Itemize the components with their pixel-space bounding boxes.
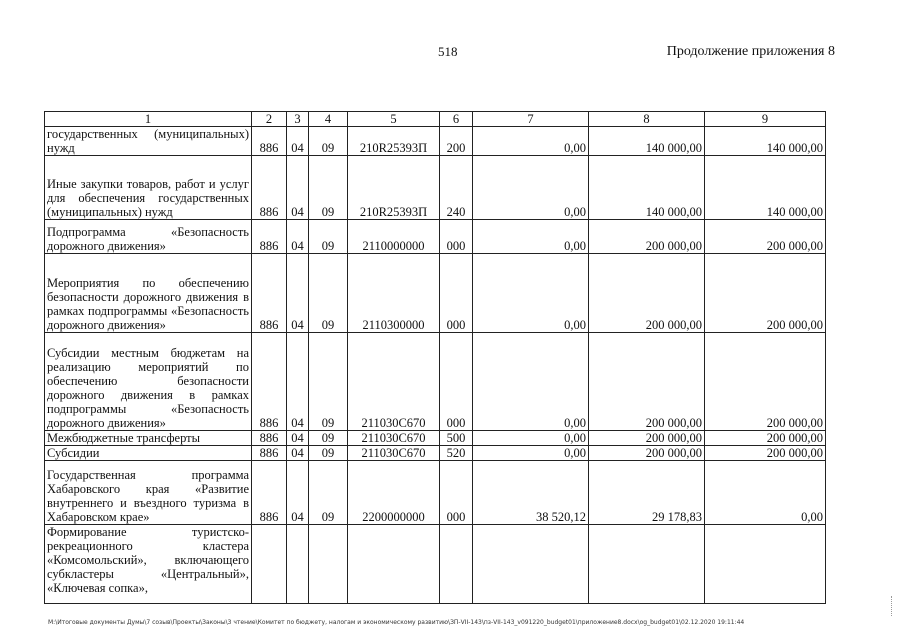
target-article-cell: 210R25393П (348, 127, 440, 156)
target-article-cell: 2200000000 (348, 461, 440, 525)
row-name-cell: Мероприятия по обеспечению безопасности дорожного движения в рамках подпрограммы «Безопасность дорожного движения» (45, 254, 252, 333)
row-name-cell: Государственная программа Хабаровского края «Развитие внутреннего и въездного туризма в Хабаровском крае» (45, 461, 252, 525)
footer-file-path: М:\Итоговые документы Думы\7 созыв\Проекты\Законы\3 чтение\Комитет по бюджету, налогам и экономическому развитию\ЗП-VII-143\пз-VII-143_v091220_budget01\приложение8.docx\og_budget01\02.12.2020 19:11:44 (48, 619, 745, 626)
table-row (45, 333, 826, 431)
section-cell: 04 (287, 220, 309, 254)
amount-cell: 0,00 (473, 254, 589, 333)
continuation-title: Продолжение приложения 8 (666, 44, 835, 59)
amount-cell: 140 000,00 (705, 127, 826, 156)
column-header: 7 (473, 112, 589, 127)
section-cell: 04 (287, 156, 309, 220)
row-name-cell: Подпрограмма «Безопасность дорожного движения» (45, 220, 252, 254)
target-article-cell: 211030С670 (348, 431, 440, 446)
amount-cell: 200 000,00 (705, 333, 826, 431)
subsection-cell: 09 (309, 156, 348, 220)
column-header: 8 (589, 112, 705, 127)
subsection-cell: 09 (309, 220, 348, 254)
row-name-cell: Формирование туристско-рекреационного кластера «Комсомольский», включающего субкластеры «Центральный», «Ключевая сопка», (45, 525, 252, 604)
column-header: 6 (440, 112, 473, 127)
column-header: 1 (45, 112, 252, 127)
target-article-cell: 211030С670 (348, 446, 440, 461)
amount-cell: 140 000,00 (589, 156, 705, 220)
admin-code-cell: 886 (252, 127, 287, 156)
expense-type-cell: 000 (440, 220, 473, 254)
section-cell: 04 (287, 333, 309, 431)
amount-cell: 200 000,00 (589, 333, 705, 431)
table-row (45, 461, 826, 525)
table-row (45, 220, 826, 254)
section-cell: 04 (287, 254, 309, 333)
subsection-cell: 09 (309, 461, 348, 525)
table-row (45, 127, 826, 156)
row-name-cell: Субсидии местным бюджетам на реализацию мероприятий по обеспечению безопасности дорожного движения в рамках подпрограммы «Безопасность дорожного движения» (45, 333, 252, 431)
section-cell: 04 (287, 461, 309, 525)
section-cell (287, 525, 309, 604)
target-article-cell: 210R25393П (348, 156, 440, 220)
target-article-cell (348, 525, 440, 604)
target-article-cell: 2110000000 (348, 220, 440, 254)
admin-code-cell: 886 (252, 431, 287, 446)
admin-code-cell: 886 (252, 254, 287, 333)
table-row (45, 156, 826, 220)
admin-code-cell: 886 (252, 333, 287, 431)
section-cell: 04 (287, 127, 309, 156)
admin-code-cell: 886 (252, 220, 287, 254)
subsection-cell: 09 (309, 254, 348, 333)
amount-cell: 0,00 (473, 156, 589, 220)
column-header: 4 (309, 112, 348, 127)
section-cell: 04 (287, 446, 309, 461)
row-name-cell: государственных (муниципальных) нужд (45, 127, 252, 156)
admin-code-cell: 886 (252, 461, 287, 525)
amount-cell: 200 000,00 (705, 446, 826, 461)
amount-cell: 0,00 (473, 127, 589, 156)
page-number: 518 (438, 44, 458, 59)
column-header: 5 (348, 112, 440, 127)
expense-type-cell: 000 (440, 333, 473, 431)
target-article-cell: 211030С670 (348, 333, 440, 431)
target-article-cell: 2110300000 (348, 254, 440, 333)
amount-cell (705, 525, 826, 604)
row-name-cell: Межбюджетные трансферты (45, 431, 252, 446)
row-name-cell: Субсидии (45, 446, 252, 461)
subsection-cell: 09 (309, 127, 348, 156)
amount-cell: 200 000,00 (589, 220, 705, 254)
column-header: 9 (705, 112, 826, 127)
amount-cell: 200 000,00 (705, 431, 826, 446)
admin-code-cell: 886 (252, 446, 287, 461)
amount-cell (473, 525, 589, 604)
header-row (45, 112, 826, 127)
amount-cell: 0,00 (473, 446, 589, 461)
table-row (45, 431, 826, 446)
amount-cell: 140 000,00 (589, 127, 705, 156)
admin-code-cell (252, 525, 287, 604)
table-row (45, 446, 826, 461)
expense-type-cell: 520 (440, 446, 473, 461)
amount-cell: 200 000,00 (705, 254, 826, 333)
amount-cell: 0,00 (473, 431, 589, 446)
amount-cell: 38 520,12 (473, 461, 589, 525)
amount-cell: 29 178,83 (589, 461, 705, 525)
expense-type-cell: 500 (440, 431, 473, 446)
admin-code-cell: 886 (252, 156, 287, 220)
section-cell: 04 (287, 431, 309, 446)
column-header: 2 (252, 112, 287, 127)
expense-type-cell: 240 (440, 156, 473, 220)
expense-type-cell (440, 525, 473, 604)
subsection-cell: 09 (309, 431, 348, 446)
subsection-cell: 09 (309, 333, 348, 431)
column-header: 3 (287, 112, 309, 127)
table-row (45, 254, 826, 333)
table-row (45, 525, 826, 604)
amount-cell: 0,00 (705, 461, 826, 525)
expense-type-cell: 200 (440, 127, 473, 156)
amount-cell: 0,00 (473, 333, 589, 431)
amount-cell: 200 000,00 (589, 254, 705, 333)
margin-mark (891, 596, 893, 616)
row-name-cell: Иные закупки товаров, работ и услуг для обеспечения государственных (муниципальных) нужд (45, 156, 252, 220)
amount-cell: 140 000,00 (705, 156, 826, 220)
amount-cell: 200 000,00 (589, 446, 705, 461)
expense-type-cell: 000 (440, 461, 473, 525)
amount-cell (589, 525, 705, 604)
subsection-cell: 09 (309, 446, 348, 461)
amount-cell: 200 000,00 (705, 220, 826, 254)
amount-cell: 0,00 (473, 220, 589, 254)
expense-type-cell: 000 (440, 254, 473, 333)
subsection-cell (309, 525, 348, 604)
amount-cell: 200 000,00 (589, 431, 705, 446)
budget-table (44, 111, 826, 604)
